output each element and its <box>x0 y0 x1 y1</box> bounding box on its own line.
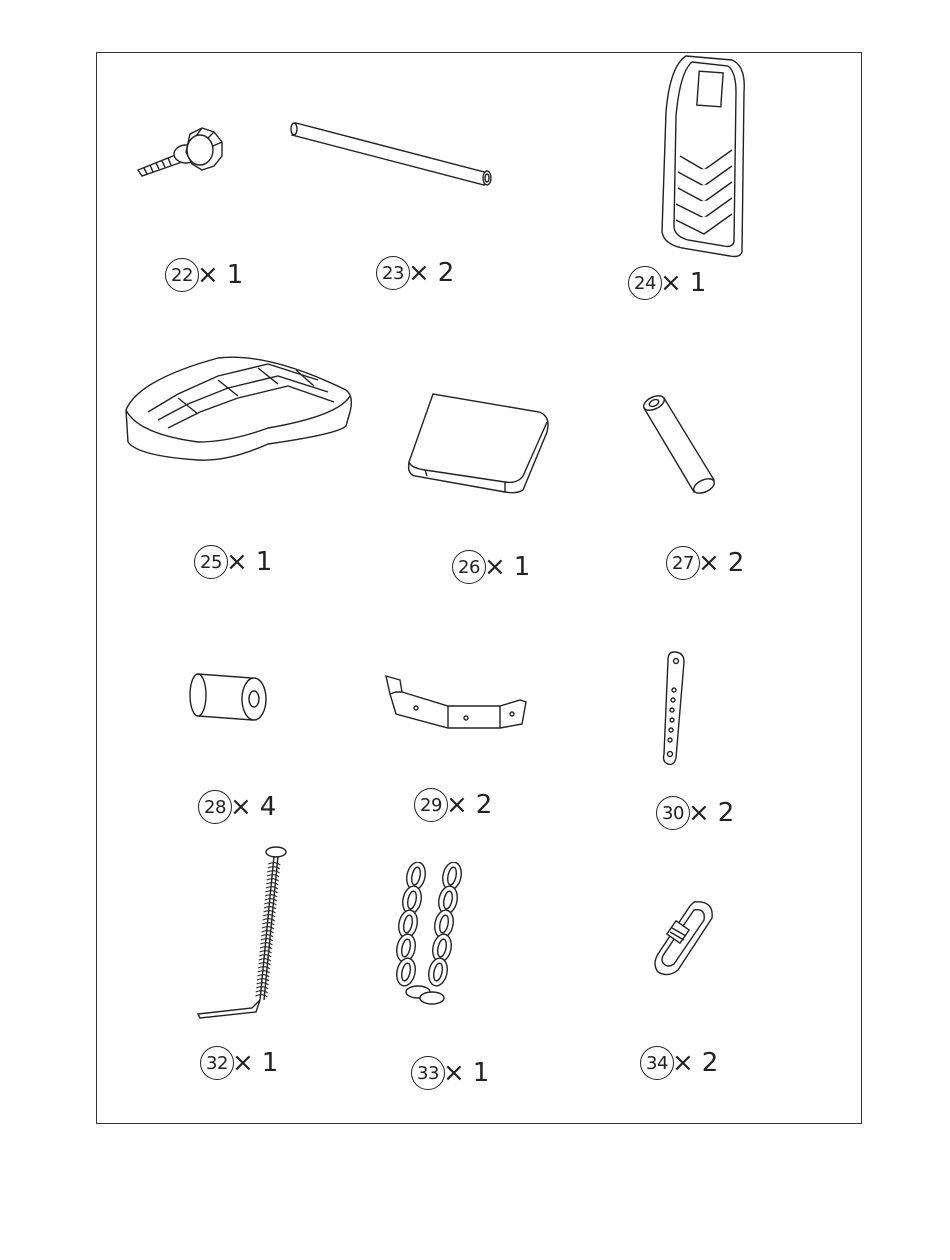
part-34-label <box>640 1046 718 1080</box>
part-30-label <box>656 796 734 830</box>
part-quantity: 2 <box>475 790 493 820</box>
part-26-label <box>452 550 530 584</box>
part-32-drawing <box>194 842 294 1024</box>
part-27-drawing <box>636 392 726 497</box>
part-number-circle: 29 <box>414 788 448 822</box>
part-quantity: 1 <box>689 268 707 298</box>
part-number-circle: 28 <box>198 790 232 824</box>
part-33-drawing <box>388 862 478 1010</box>
part-quantity: 2 <box>701 1048 719 1078</box>
part-32-label <box>200 1046 278 1080</box>
times-sign: × <box>484 552 506 582</box>
part-quantity: 2 <box>727 548 745 578</box>
part-number-circle: 23 <box>376 256 410 290</box>
part-number-circle: 24 <box>628 266 662 300</box>
part-number-circle: 30 <box>656 796 690 830</box>
part-quantity: 1 <box>226 260 244 290</box>
part-23-label <box>376 256 454 290</box>
part-29-drawing <box>380 672 530 732</box>
part-number-circle: 26 <box>452 550 486 584</box>
times-sign: × <box>446 790 468 820</box>
part-33-label <box>411 1056 489 1090</box>
part-number-circle: 25 <box>194 545 228 579</box>
part-number-circle: 34 <box>640 1046 674 1080</box>
part-28-label <box>198 790 276 824</box>
times-sign: × <box>672 1048 694 1078</box>
part-quantity: 1 <box>472 1058 490 1088</box>
part-quantity: 2 <box>437 258 455 288</box>
part-24-label <box>628 266 706 300</box>
times-sign: × <box>197 260 219 290</box>
times-sign: × <box>226 547 248 577</box>
part-number-circle: 22 <box>165 258 199 292</box>
part-quantity: 4 <box>259 792 277 822</box>
part-number-circle: 27 <box>666 546 700 580</box>
times-sign: × <box>230 792 252 822</box>
part-quantity: 1 <box>261 1048 279 1078</box>
times-sign: × <box>698 548 720 578</box>
part-22-label <box>165 258 243 292</box>
part-quantity: 1 <box>513 552 531 582</box>
part-number-circle: 33 <box>411 1056 445 1090</box>
part-34-drawing <box>650 898 720 978</box>
part-quantity: 2 <box>717 798 735 828</box>
times-sign: × <box>408 258 430 288</box>
part-25-drawing <box>118 350 358 470</box>
part-number-circle: 32 <box>200 1046 234 1080</box>
times-sign: × <box>443 1058 465 1088</box>
part-30-drawing <box>658 648 690 768</box>
times-sign: × <box>660 268 682 298</box>
part-22-drawing <box>130 118 240 188</box>
part-29-label <box>414 788 492 822</box>
part-28-drawing <box>186 668 272 726</box>
part-quantity: 1 <box>255 547 273 577</box>
part-26-drawing <box>405 388 555 496</box>
times-sign: × <box>688 798 710 828</box>
part-27-label <box>666 546 744 580</box>
times-sign: × <box>232 1048 254 1078</box>
part-25-label <box>194 545 272 579</box>
part-24-drawing <box>652 52 752 262</box>
part-23-drawing <box>290 115 500 190</box>
